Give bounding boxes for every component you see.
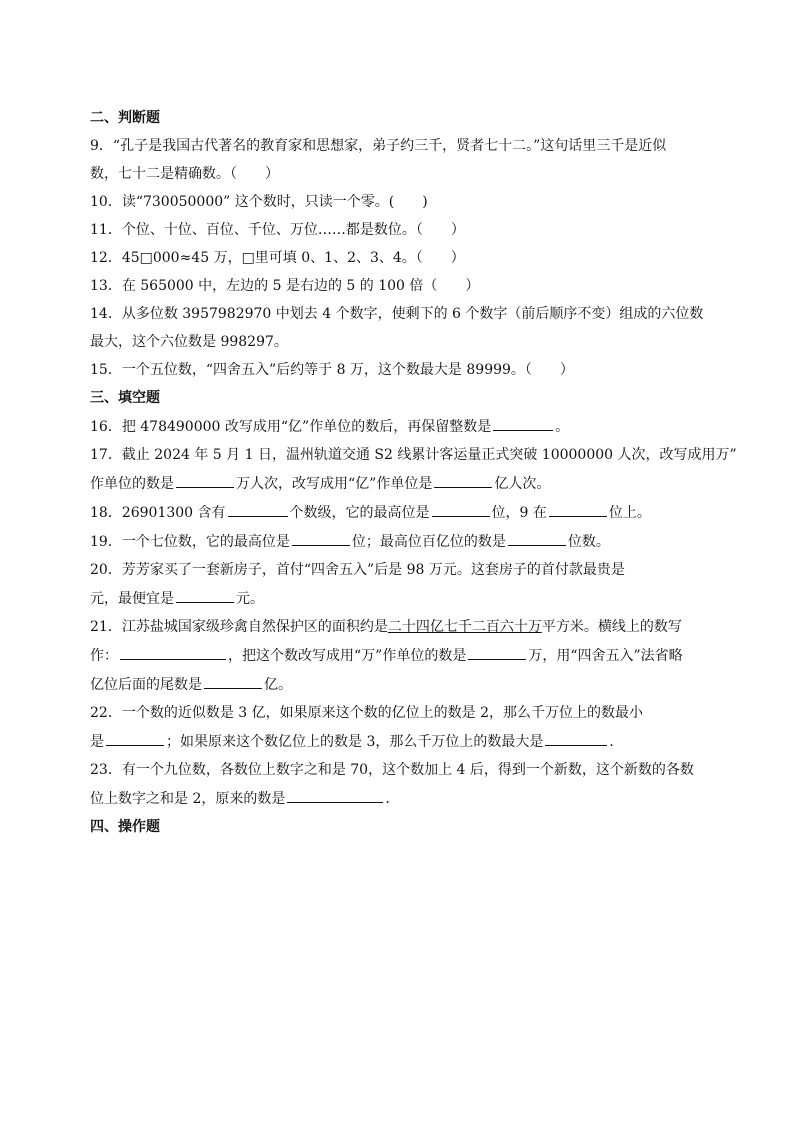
question-16-text: 16．把 478490000 改写成用“亿”作单位的数后，再保留整数是 [90, 419, 492, 435]
question-22-text-a: 是 [90, 734, 104, 750]
question-16-end: 。 [555, 419, 570, 435]
question-17-line-1: 17．截止 2024 年 5 月 1 日，温州轨道交通 S2 线累计客运量正式突破 10000000 人次，改写成用万” [90, 447, 737, 463]
question-21-underlined-number: 二十四亿七千二百六十万 [387, 619, 542, 635]
question-11: 11．个位、十位、百位、千位、万位……都是数位。（ ） [90, 222, 465, 238]
question-14-line-1: 14．从多位数 3957982970 中划去 4 个数字，使剩下的 6 个数字（前后顺序不变）组成的六位数 [90, 306, 704, 322]
question-23-text-b: ． [385, 791, 400, 807]
question-9 [90, 136, 710, 184]
question-19 [90, 531, 710, 552]
question-19-text-b: 位；最高位百亿位的数是 [351, 534, 506, 550]
question-21 [90, 617, 710, 695]
question-21-text-d: ，把这个数改写成用“万”作单位的数是 [228, 648, 467, 664]
question-18-text-a: 18．26901300 含有 [90, 505, 226, 521]
question-13: 13．在 565000 中，左边的 5 是右边的 5 的 100 倍（ ） [90, 278, 480, 294]
question-20-text-b: 元。 [236, 591, 264, 607]
question-22-text-c: ． [609, 734, 624, 750]
question-18 [90, 502, 710, 523]
question-20-line-2 [90, 588, 710, 609]
answer-blank[interactable] [549, 502, 607, 517]
answer-blank[interactable] [468, 645, 526, 660]
question-18-text-b: 个数级，它的最高位是 [289, 505, 430, 521]
answer-blank[interactable] [434, 473, 492, 488]
question-21-text-c: 作： [90, 648, 118, 664]
question-17-line-2 [90, 473, 710, 494]
question-19-text-a: 19．一个七位数，它的最高位是 [90, 534, 290, 550]
question-19-text-c: 位数。 [567, 534, 610, 550]
question-21-text-a: 21．江苏盐城国家级珍禽自然保护区的面积约是 [90, 619, 388, 635]
question-21-line-3 [90, 674, 710, 695]
question-23 [90, 760, 710, 809]
question-17-text-b: 万人次，改写成用“亿”作单位是 [236, 476, 433, 492]
answer-blank[interactable] [432, 502, 490, 517]
question-21-line-1 [90, 617, 710, 637]
question-16 [90, 416, 710, 437]
question-12: 12．45□000≈45 万，□里可填 0、1、2、3、4。（ ） [90, 250, 465, 266]
answer-blank[interactable] [545, 731, 607, 746]
question-14-line-2: 最大，这个六位数是 998297。 [90, 334, 288, 350]
question-21-text-b: 平方米。横线上的数写 [541, 619, 682, 635]
question-23-text-a: 位上数字之和是 2，原来的数是 [90, 791, 286, 807]
question-18-text-d: 位上。 [608, 505, 651, 521]
answer-blank[interactable] [508, 531, 566, 546]
section-title-operate: 四、操作题 [90, 819, 160, 835]
worksheet-content [90, 108, 737, 845]
question-22-line-1: 22．一个数的近似数是 3 亿，如果原来这个数的亿位上的数是 2，那么千万位上的数最小 [90, 705, 643, 721]
question-22 [90, 703, 710, 752]
answer-blank[interactable] [176, 588, 234, 603]
answer-blank[interactable] [292, 531, 350, 546]
question-21-text-e: 万，用“四舍五入”法省略 [528, 648, 683, 664]
section-title-fill: 三、填空题 [90, 390, 160, 406]
question-18-text-c: 位，9 在 [491, 505, 547, 521]
question-15: 15．一个五位数，“四舍五入”后约等于 8 万，这个数最大是 89999。（ ） [90, 362, 574, 378]
question-23-line-2 [90, 788, 710, 809]
answer-blank[interactable] [176, 473, 234, 488]
question-22-text-b: ；如果原来这个数亿位上的数是 3，那么千万位上的数最大是 [166, 734, 544, 750]
question-14 [90, 304, 710, 352]
question-17 [90, 445, 737, 494]
question-10: 10．读“730050000” 这个数时，只读一个零。( ) [90, 194, 428, 210]
answer-blank[interactable] [493, 416, 553, 431]
answer-blank[interactable] [204, 674, 262, 689]
question-23-line-1: 23．有一个九位数，各数位上数字之和是 70，这个数加上 4 后，得到一个新数，这个新数的各数 [90, 762, 694, 778]
answer-blank[interactable] [228, 502, 288, 517]
question-21-text-g: 亿。 [264, 677, 292, 693]
answer-blank[interactable] [120, 645, 226, 660]
answer-blank[interactable] [106, 731, 164, 746]
section-title-judge: 二、判断题 [90, 110, 160, 126]
question-22-line-2 [90, 731, 710, 752]
question-9-line-2: 数，七十二是精确数。（ ） [90, 166, 279, 182]
answer-blank[interactable] [287, 788, 383, 803]
question-20 [90, 560, 710, 609]
question-21-line-2 [90, 645, 710, 666]
question-17-text-a: 作单位的数是 [90, 476, 174, 492]
question-17-text-c: 亿人次。 [494, 476, 551, 492]
question-9-line-1: 9．“孔子是我国古代著名的教育家和思想家，弟子约三千，贤者七十二。”这句话里三千是近似 [90, 138, 667, 154]
question-21-text-f: 亿位后面的尾数是 [90, 677, 202, 693]
question-20-line-1: 20．芳芳家买了一套新房子，首付“四舍五入”后是 98 万元。这套房子的首付款最贵是 [90, 562, 625, 578]
question-20-text-a: 元，最便宜是 [90, 591, 174, 607]
